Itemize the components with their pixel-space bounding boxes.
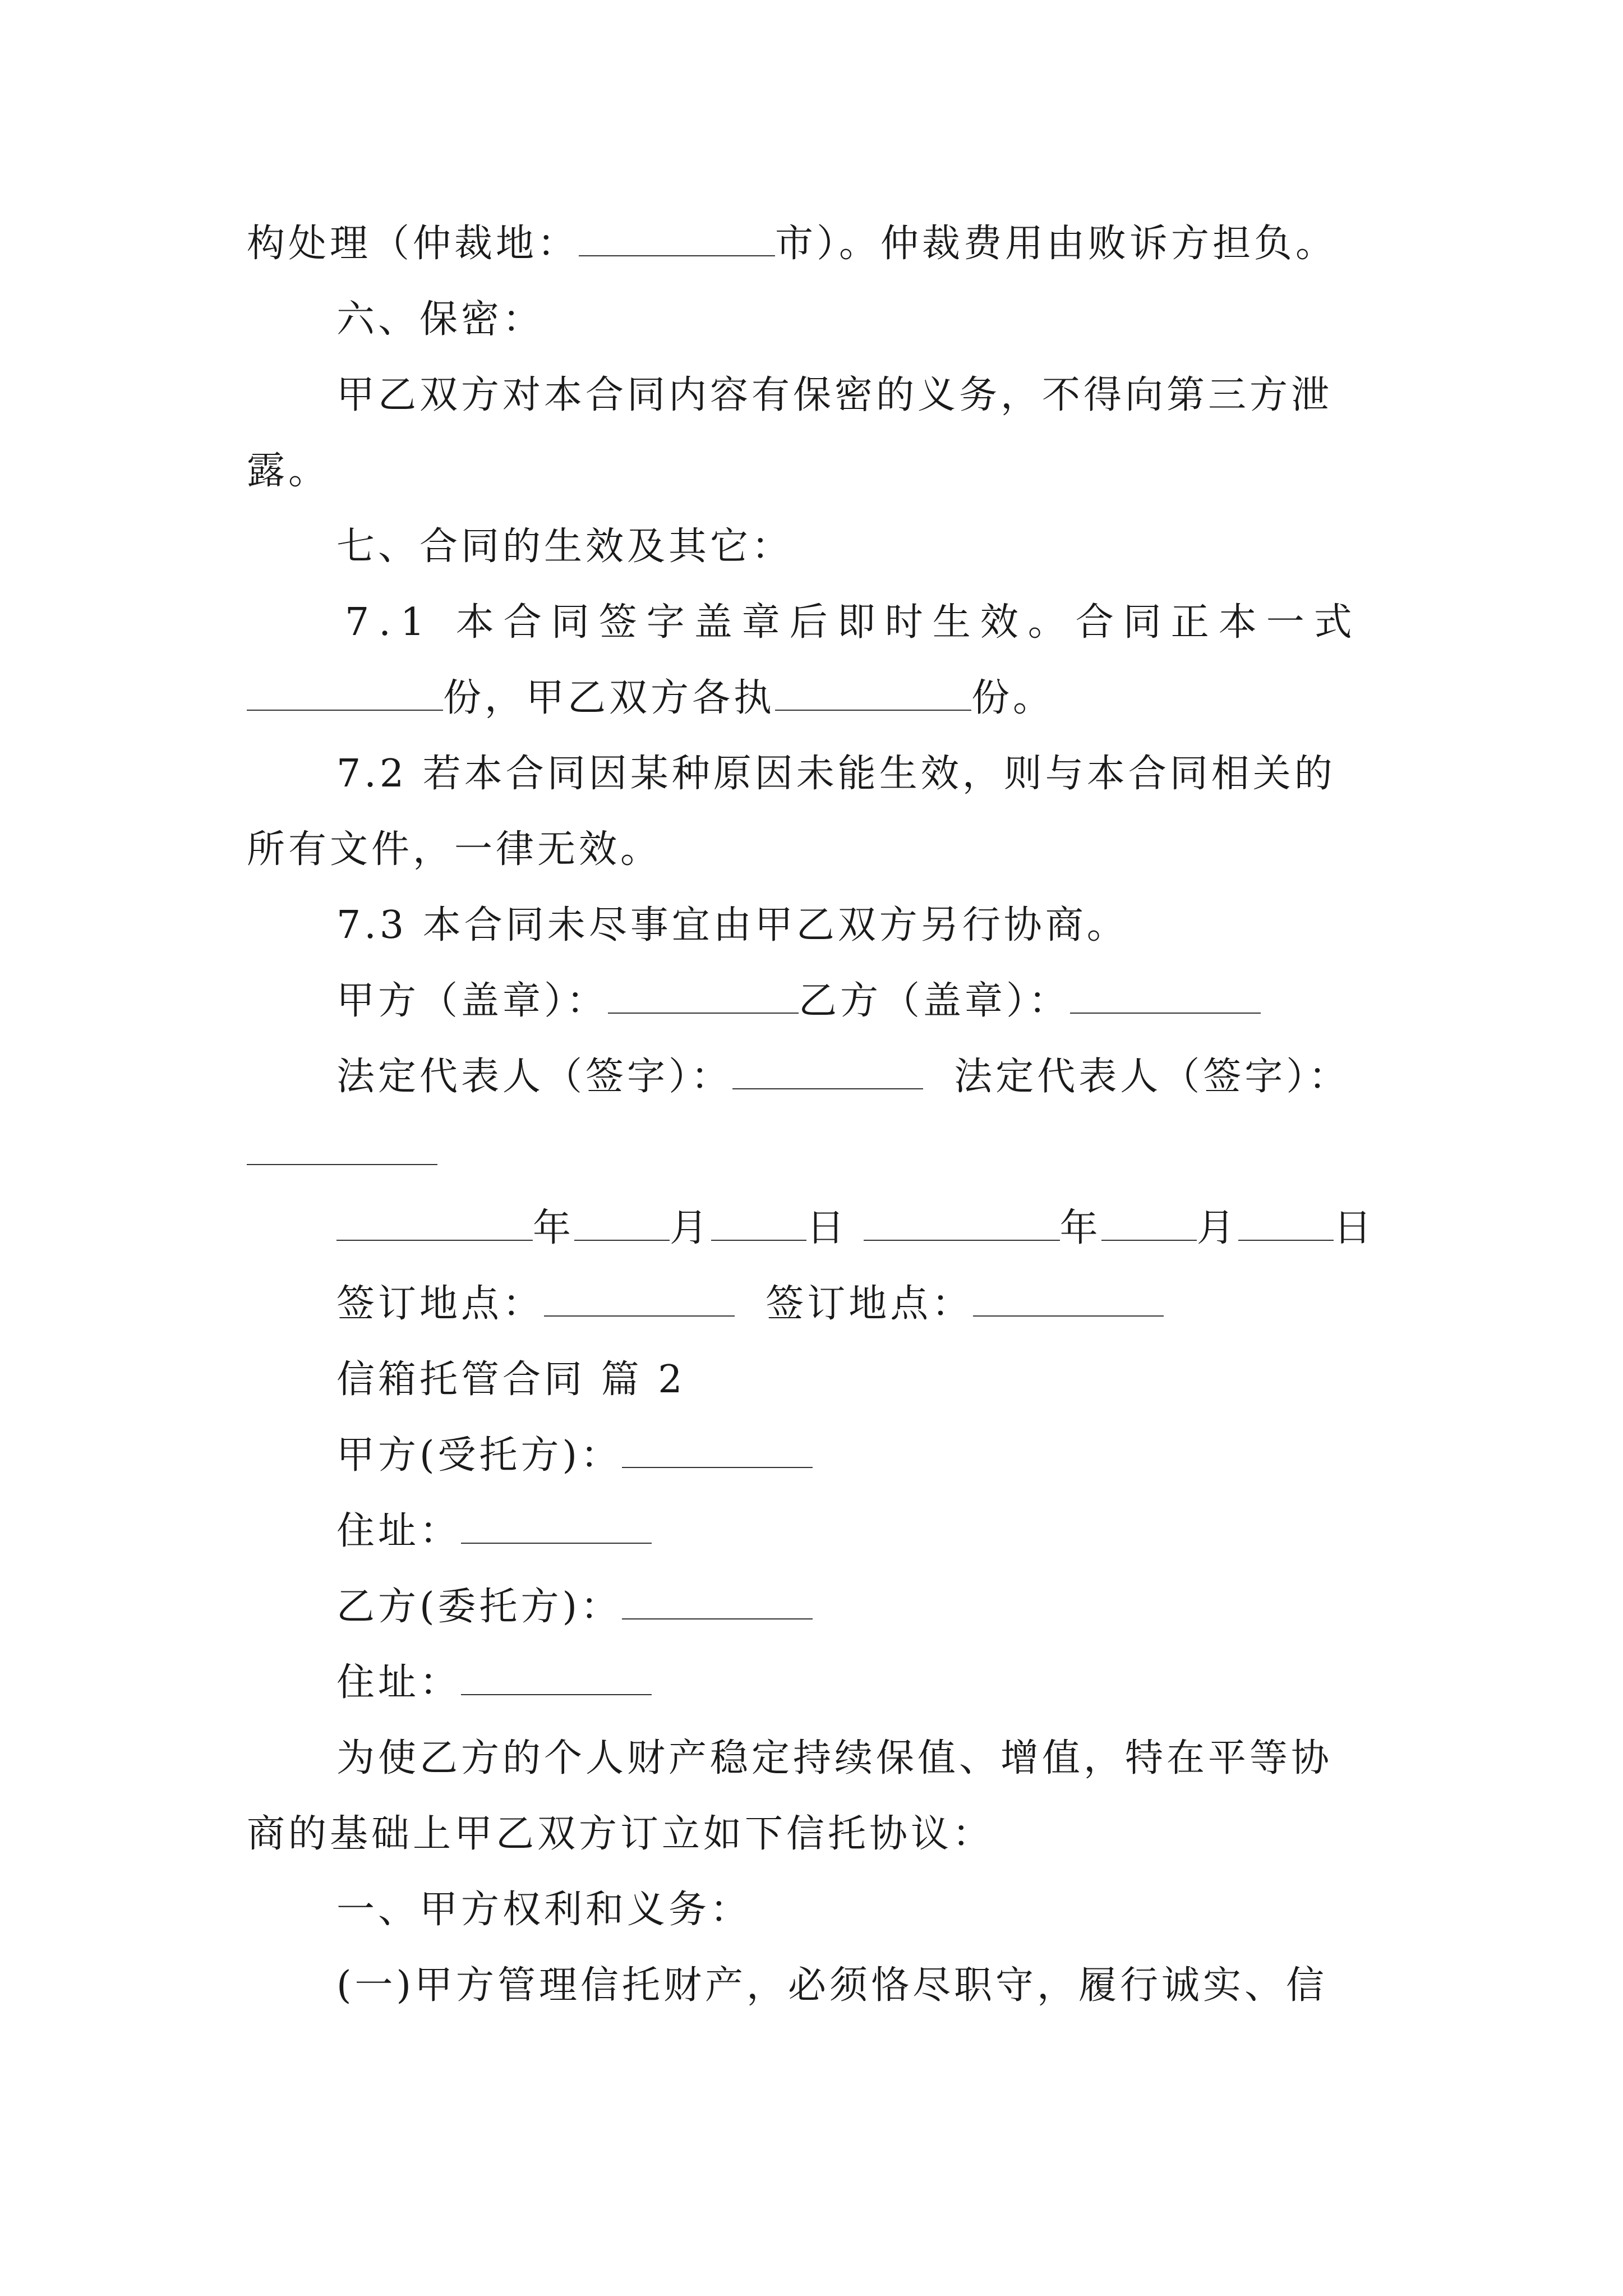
truster-line	[336, 1582, 813, 1632]
truster-blank[interactable]	[622, 1584, 813, 1619]
party-a-place-blank[interactable]	[544, 1281, 735, 1317]
copies-text-end: 份。	[971, 676, 1055, 720]
party-b-rep-blank[interactable]	[247, 1129, 437, 1165]
month-label: 月	[670, 1206, 712, 1250]
day-label: 日	[1333, 1206, 1375, 1250]
confidentiality-text-end: 露。	[247, 449, 330, 493]
party-b-year-blank[interactable]	[864, 1205, 1060, 1241]
clause-7-1: 7.1 本合同签字盖章后即时生效。合同正本一式	[345, 600, 1362, 645]
signing-place-line	[336, 1279, 1164, 1329]
party-b-rep-blank-line	[247, 1128, 437, 1178]
truster-address-line	[336, 1658, 652, 1708]
section-six-heading: 六、保密：	[336, 297, 545, 342]
address-label: 住址：	[336, 1509, 462, 1553]
party-a-seal-label: 甲方（盖章）：	[336, 979, 608, 1023]
party-a-rep-blank[interactable]	[732, 1053, 923, 1089]
month-label: 月	[1196, 1206, 1238, 1250]
party-a-month-blank[interactable]	[574, 1205, 670, 1241]
day-label: 日	[806, 1206, 849, 1250]
arbitration-text: 构处理（仲裁地：	[247, 222, 579, 266]
address-label: 住址：	[336, 1660, 462, 1705]
clause-7-2-end: 所有文件，一律无效。	[247, 827, 662, 872]
clause-7-2: 7.2 若本合同因某种原因未能生效，则与本合同相关的	[336, 752, 1336, 796]
arbitration-city-blank[interactable]	[579, 220, 775, 256]
party-b-rep-label: 法定代表人（签字）：	[954, 1055, 1350, 1099]
party-seal-line	[336, 976, 1261, 1027]
confidentiality-text: 甲乙双方对本合同内容有保密的义务，不得向第三方泄	[336, 373, 1333, 417]
trustee-label: 甲方(受托方)：	[336, 1433, 623, 1478]
trustee-blank[interactable]	[622, 1432, 813, 1468]
truster-address-blank[interactable]	[461, 1659, 652, 1695]
section-seven-heading: 七、合同的生效及其它：	[336, 524, 794, 569]
clause-1-1: (一)甲方管理信托财产，必须恪尽职守，履行诚实、信	[336, 1963, 1328, 2008]
signing-place-label: 签订地点：	[336, 1282, 545, 1326]
legal-rep-line	[336, 1052, 1350, 1102]
party-b-place-blank[interactable]	[973, 1281, 1164, 1317]
trustee-line	[336, 1430, 813, 1481]
copies-each-blank[interactable]	[775, 675, 971, 711]
party-a-seal-blank[interactable]	[608, 978, 799, 1014]
date-line	[336, 1203, 1375, 1254]
copies-text: 份，甲乙双方各执	[443, 676, 776, 720]
copies-total-blank[interactable]	[247, 675, 443, 711]
year-label: 年	[533, 1206, 575, 1250]
trustee-address-blank[interactable]	[461, 1508, 652, 1544]
party-b-seal-label: 乙方（盖章）：	[799, 979, 1071, 1023]
preamble-text: 为使乙方的个人财产稳定持续保值、增值，特在平等协	[336, 1736, 1333, 1780]
arbitration-text-end: 市）。仲裁费用由败诉方担负。	[775, 222, 1338, 266]
truster-label: 乙方(委托方)：	[336, 1585, 623, 1629]
contract-2-title: 信箱托管合同 篇 2	[336, 1358, 686, 1402]
party-a-day-blank[interactable]	[711, 1205, 806, 1241]
party-a-year-blank[interactable]	[336, 1205, 533, 1241]
signing-place-label: 签订地点：	[766, 1282, 974, 1326]
party-b-day-blank[interactable]	[1238, 1205, 1334, 1241]
party-b-seal-blank[interactable]	[1070, 978, 1261, 1014]
party-b-month-blank[interactable]	[1101, 1205, 1197, 1241]
arbitration-line	[247, 219, 1337, 269]
preamble-text-end: 商的基础上甲乙双方订立如下信托协议：	[247, 1812, 994, 1856]
trustee-address-line	[336, 1506, 652, 1557]
clause-7-3: 7.3 本合同未尽事宜由甲乙双方另行协商。	[336, 903, 1128, 947]
year-label: 年	[1059, 1206, 1101, 1250]
clause-7-1-copies	[247, 673, 1054, 724]
party-a-rep-label: 法定代表人（签字）：	[336, 1055, 733, 1099]
section-one-heading: 一、甲方权利和义务：	[336, 1888, 752, 1932]
